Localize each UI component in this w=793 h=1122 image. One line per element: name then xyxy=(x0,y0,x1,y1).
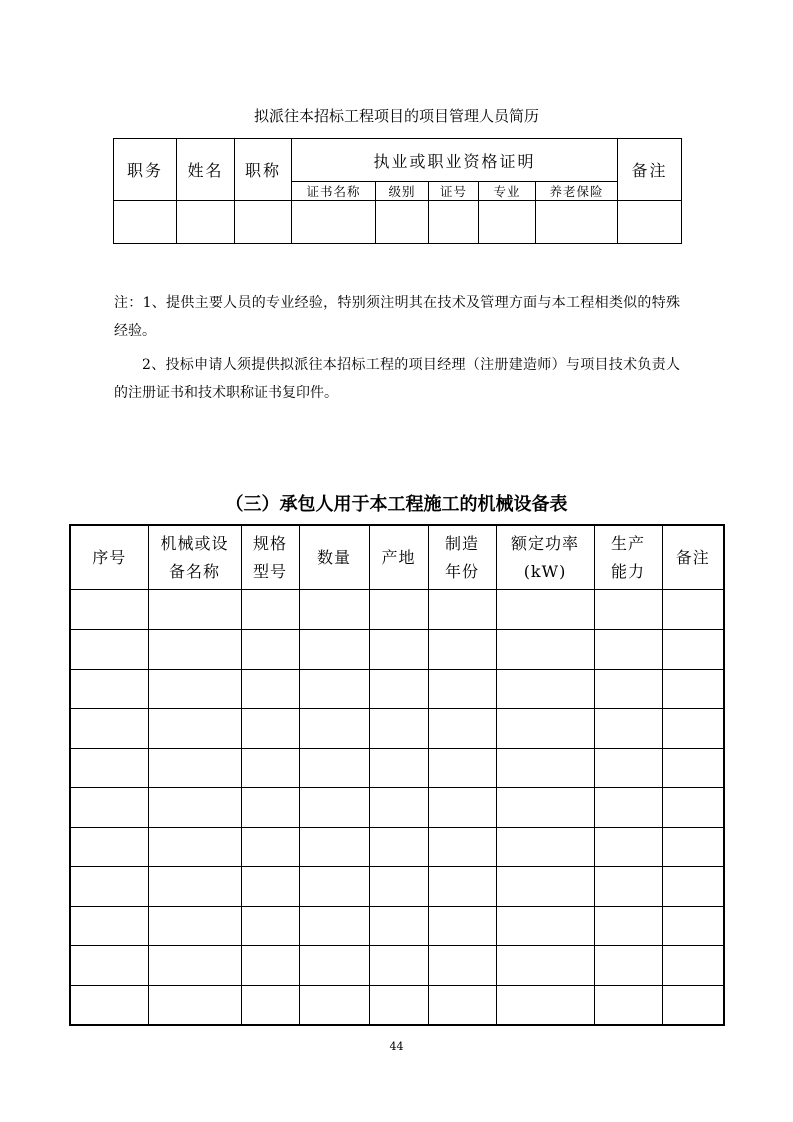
empty-cell xyxy=(235,201,292,244)
empty-cell xyxy=(369,827,428,867)
empty-cell xyxy=(662,946,724,986)
table-row xyxy=(70,788,724,828)
empty-cell xyxy=(299,946,369,986)
empty-cell xyxy=(369,867,428,907)
empty-cell xyxy=(618,201,682,244)
table-row xyxy=(70,827,724,867)
header-capacity-line1: 生产 xyxy=(610,533,645,553)
empty-cell xyxy=(496,946,594,986)
empty-cell xyxy=(299,827,369,867)
empty-cell xyxy=(594,906,662,946)
header-specialty: 专业 xyxy=(479,182,536,201)
empty-cell xyxy=(299,985,369,1025)
empty-cell xyxy=(496,669,594,709)
empty-cell xyxy=(662,669,724,709)
header-title: 职称 xyxy=(235,139,292,201)
empty-cell xyxy=(241,867,299,907)
header-capacity-line2: 能力 xyxy=(610,561,645,581)
note-2: 2、投标申请人须提供拟派往本招标工程的项目经理（注册建造师）与项目技术负责人的注册证书和技术职称证书复印件。 xyxy=(114,357,680,401)
header-power-line1: 额定功率 xyxy=(510,533,579,553)
header-year-line1: 制造 xyxy=(444,533,479,553)
header-remarks: 备注 xyxy=(662,525,724,590)
header-year xyxy=(428,525,496,590)
empty-cell xyxy=(662,788,724,828)
empty-cell xyxy=(594,590,662,630)
equipment-table xyxy=(69,524,725,1026)
page-number: 44 xyxy=(389,1040,404,1053)
empty-cell xyxy=(299,867,369,907)
empty-cell xyxy=(292,201,376,244)
header-level: 级别 xyxy=(376,182,429,201)
empty-cell xyxy=(369,709,428,749)
empty-cell xyxy=(299,669,369,709)
empty-cell xyxy=(369,906,428,946)
empty-cell xyxy=(241,748,299,788)
empty-cell xyxy=(594,669,662,709)
empty-cell xyxy=(70,748,148,788)
empty-cell xyxy=(148,590,241,630)
empty-cell xyxy=(148,629,241,669)
empty-cell xyxy=(369,985,428,1025)
table-row xyxy=(70,906,724,946)
empty-cell xyxy=(148,827,241,867)
header-remarks: 备注 xyxy=(618,139,682,201)
header-capacity xyxy=(594,525,662,590)
empty-cell xyxy=(496,629,594,669)
empty-cell xyxy=(496,906,594,946)
empty-cell xyxy=(428,946,496,986)
empty-cell xyxy=(662,748,724,788)
empty-cell xyxy=(594,827,662,867)
empty-cell xyxy=(496,827,594,867)
table-row xyxy=(70,748,724,788)
empty-cell xyxy=(70,827,148,867)
empty-cell xyxy=(241,590,299,630)
empty-cell xyxy=(594,629,662,669)
header-name: 姓名 xyxy=(177,139,235,201)
empty-cell xyxy=(594,748,662,788)
header-seq-no: 序号 xyxy=(70,525,148,590)
empty-cell xyxy=(70,906,148,946)
empty-cell xyxy=(241,709,299,749)
empty-cell xyxy=(299,590,369,630)
header-cert-name: 证书名称 xyxy=(292,182,376,201)
empty-cell xyxy=(369,946,428,986)
empty-cell xyxy=(428,629,496,669)
empty-cell xyxy=(536,201,618,244)
section-title-staff: 拟派往本招标工程项目的项目管理人员简历 xyxy=(253,107,539,125)
empty-cell xyxy=(369,788,428,828)
empty-cell xyxy=(148,867,241,907)
table-row xyxy=(70,867,724,907)
header-cert-no: 证号 xyxy=(429,182,479,201)
empty-cell xyxy=(428,709,496,749)
table-row xyxy=(70,985,724,1025)
empty-cell xyxy=(369,669,428,709)
empty-cell xyxy=(662,867,724,907)
empty-cell xyxy=(241,788,299,828)
empty-cell xyxy=(594,709,662,749)
empty-cell xyxy=(369,629,428,669)
header-power xyxy=(496,525,594,590)
header-spec xyxy=(241,525,299,590)
empty-cell xyxy=(496,709,594,749)
empty-cell xyxy=(428,827,496,867)
empty-cell xyxy=(662,629,724,669)
empty-cell xyxy=(70,629,148,669)
empty-cell xyxy=(429,201,479,244)
empty-cell xyxy=(662,985,724,1025)
empty-cell xyxy=(148,985,241,1025)
empty-cell xyxy=(428,590,496,630)
table-row xyxy=(70,946,724,986)
empty-cell xyxy=(496,867,594,907)
empty-cell xyxy=(299,629,369,669)
header-pension: 养老保险 xyxy=(536,182,618,201)
empty-cell xyxy=(662,590,724,630)
empty-cell xyxy=(148,788,241,828)
empty-cell xyxy=(299,709,369,749)
staff-resume-table xyxy=(113,138,682,244)
empty-cell xyxy=(428,906,496,946)
empty-cell xyxy=(299,748,369,788)
empty-cell xyxy=(299,906,369,946)
empty-cell xyxy=(496,748,594,788)
empty-cell xyxy=(428,748,496,788)
empty-cell xyxy=(241,946,299,986)
empty-cell xyxy=(241,985,299,1025)
note-1: 注：1、提供主要人员的专业经验，特别须注明其在技术及管理方面与本工程相类似的特殊经验。 xyxy=(114,295,680,339)
empty-cell xyxy=(241,827,299,867)
empty-cell xyxy=(148,946,241,986)
section-title-equipment: （三）承包人用于本工程施工的机械设备表 xyxy=(225,494,568,515)
empty-cell xyxy=(70,985,148,1025)
empty-cell xyxy=(70,709,148,749)
table-row xyxy=(70,629,724,669)
empty-cell xyxy=(241,906,299,946)
empty-cell xyxy=(70,867,148,907)
empty-cell xyxy=(594,985,662,1025)
empty-cell xyxy=(594,946,662,986)
equipment-table-body xyxy=(70,590,724,1025)
header-power-line2: (kW) xyxy=(523,561,567,581)
empty-cell xyxy=(376,201,429,244)
empty-cell xyxy=(594,867,662,907)
empty-cell xyxy=(662,709,724,749)
empty-cell xyxy=(496,590,594,630)
table-row xyxy=(70,590,724,630)
header-machine-name-line2: 备名称 xyxy=(168,561,220,581)
empty-cell xyxy=(428,669,496,709)
header-origin: 产地 xyxy=(369,525,428,590)
header-spec-line2: 型号 xyxy=(252,561,287,581)
empty-cell xyxy=(428,788,496,828)
empty-cell xyxy=(70,590,148,630)
empty-cell xyxy=(662,906,724,946)
header-position: 职务 xyxy=(114,139,177,201)
empty-cell xyxy=(70,788,148,828)
empty-cell xyxy=(241,669,299,709)
table-row xyxy=(70,709,724,749)
empty-cell xyxy=(496,985,594,1025)
header-spec-line1: 规格 xyxy=(252,533,287,553)
empty-cell xyxy=(369,748,428,788)
empty-cell xyxy=(662,827,724,867)
header-year-line2: 年份 xyxy=(444,561,479,581)
empty-cell xyxy=(148,906,241,946)
empty-cell xyxy=(369,590,428,630)
header-quantity: 数量 xyxy=(299,525,369,590)
empty-cell xyxy=(241,629,299,669)
empty-cell xyxy=(299,788,369,828)
table-row xyxy=(70,669,724,709)
header-machine-name-line1: 机械或设 xyxy=(160,533,229,553)
empty-cell xyxy=(428,867,496,907)
empty-cell xyxy=(70,669,148,709)
empty-cell xyxy=(114,201,177,244)
empty-cell xyxy=(428,985,496,1025)
header-machine-name xyxy=(148,525,241,590)
empty-cell xyxy=(496,788,594,828)
empty-cell xyxy=(70,946,148,986)
empty-cell xyxy=(479,201,536,244)
table-row xyxy=(114,201,682,244)
empty-cell xyxy=(148,709,241,749)
empty-cell xyxy=(177,201,235,244)
empty-cell xyxy=(148,669,241,709)
empty-cell xyxy=(594,788,662,828)
header-cert-group: 执业或职业资格证明 xyxy=(292,139,618,182)
empty-cell xyxy=(148,748,241,788)
